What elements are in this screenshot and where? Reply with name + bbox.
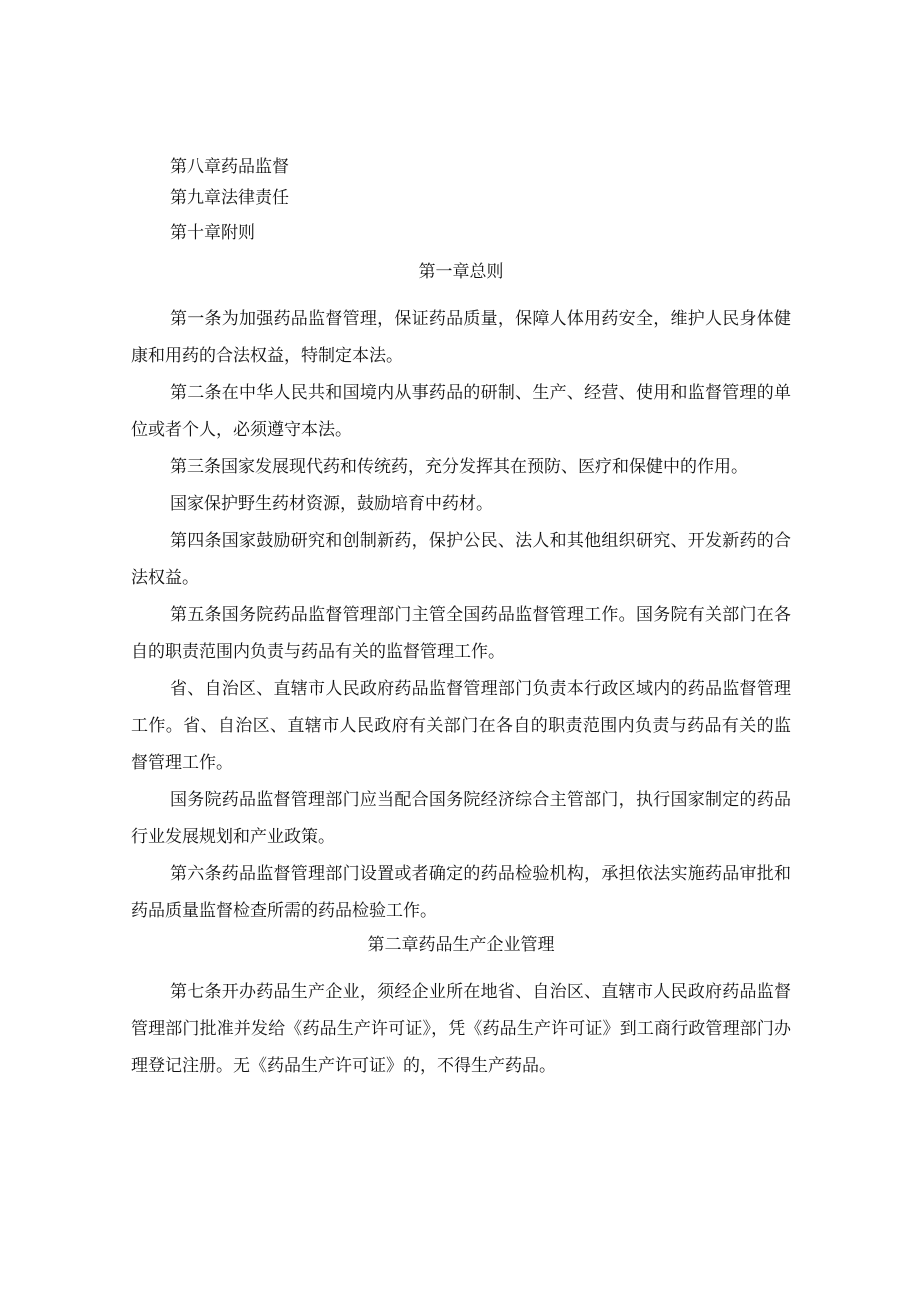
article-paragraph: 第六条药品监督管理部门设置或者确定的药品检验机构，承担依法实施药品审批和药品质量监督检查所需的药品检验工作。: [131, 864, 791, 921]
article-paragraph: 第五条国务院药品监督管理部门主管全国药品监督管理工作。国务院有关部门在各自的职责范围内负责与药品有关的监督管理工作。: [131, 605, 791, 662]
table-of-contents: [170, 155, 810, 245]
article-paragraph: 第一条为加强药品监督管理，保证药品质量，保障人体用药安全，维护人民身体健康和用药的合法权益，特制定本法。: [131, 309, 791, 366]
chapter-heading: 第一章总则: [418, 262, 504, 282]
document-body: [131, 259, 791, 1085]
toc-item-chapter-9: 第九章法律责任: [170, 188, 289, 208]
article-paragraph: 国务院药品监督管理部门应当配合国务院经济综合主管部门，执行国家制定的药品行业发展规划和产业政策。: [131, 790, 791, 847]
article-paragraph: 国家保护野生药材资源，鼓励培育中药材。: [170, 494, 493, 514]
article-paragraph: 第七条开办药品生产企业，须经企业所在地省、自治区、直辖市人民政府药品监督管理部门批准并发给《药品生产许可证》，凭《药品生产许可证》到工商行政管理部门办理登记注册。无《药品生产许可证》的，不得生产药品。: [131, 982, 791, 1076]
toc-item-chapter-8: 第八章药品监督: [170, 157, 289, 177]
article-paragraph: 第二条在中华人民共和国境内从事药品的研制、生产、经营、使用和监督管理的单位或者个人，必须遵守本法。: [131, 383, 791, 440]
article-paragraph: 第四条国家鼓励研究和创制新药，保护公民、法人和其他组织研究、开发新药的合法权益。: [131, 531, 791, 588]
chapter-heading: 第二章药品生产企业管理: [367, 935, 555, 955]
article-paragraph: 省、自治区、直辖市人民政府药品监督管理部门负责本行政区域内的药品监督管理工作。省、自治区、直辖市人民政府有关部门在各自的职责范围内负责与药品有关的监督管理工作。: [131, 679, 791, 773]
article-paragraph: 第三条国家发展现代药和传统药，充分发挥其在预防、医疗和保健中的作用。: [170, 457, 748, 477]
toc-item-chapter-10: 第十章附则: [170, 223, 255, 243]
